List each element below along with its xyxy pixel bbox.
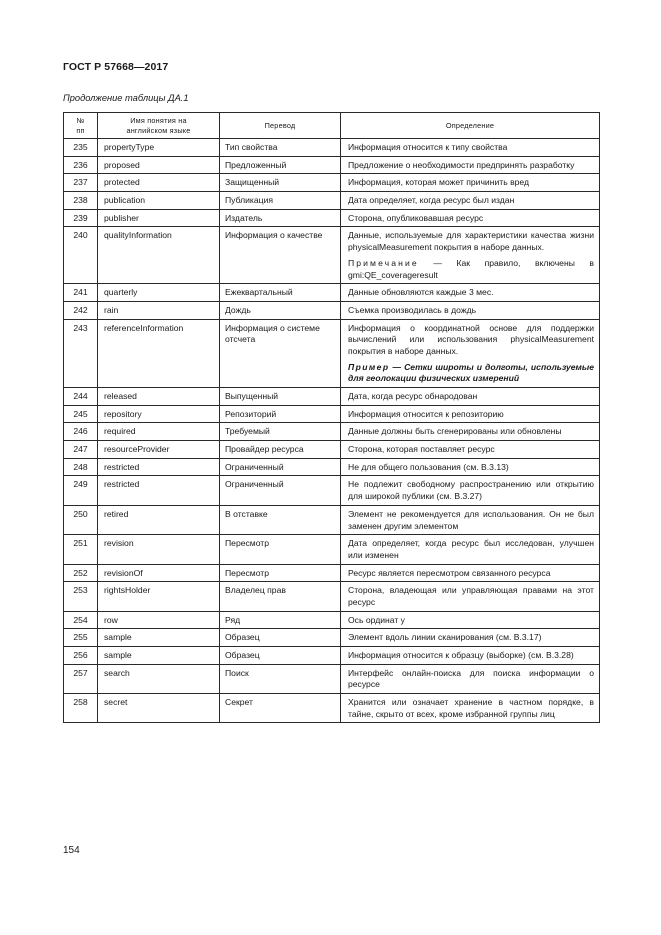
row-number: 254 [64, 611, 98, 629]
row-number: 246 [64, 423, 98, 441]
term-definition [341, 192, 600, 210]
term-definition [341, 423, 600, 441]
table-row [64, 694, 600, 723]
definition-text: Дата определяет, когда ресурс был издан [348, 195, 515, 206]
table-row [64, 174, 600, 192]
table-row [64, 209, 600, 227]
term-english: resourceProvider [98, 441, 220, 459]
table-row [64, 476, 600, 505]
term-english: protected [98, 174, 220, 192]
definition-text: Дата, когда ресурс обнародован [348, 391, 478, 401]
table-row [64, 564, 600, 582]
row-number: 256 [64, 647, 98, 665]
table-row [64, 156, 600, 174]
table-row [64, 505, 600, 534]
term-definition [341, 647, 600, 665]
row-number: 245 [64, 405, 98, 423]
table-row [64, 192, 600, 210]
term-translation: Ряд [220, 611, 341, 629]
term-definition [341, 139, 600, 157]
table-row [64, 582, 600, 611]
definition-text: Предложение о необходимости предпринять разработку [348, 159, 575, 170]
definition-text: Информация относится к типу свойства [348, 142, 508, 152]
term-translation: Дождь [220, 301, 341, 319]
table-row [64, 629, 600, 647]
term-english: quarterly [98, 284, 220, 302]
term-english: revision [98, 535, 220, 564]
table-row [64, 441, 600, 459]
row-number: 247 [64, 441, 98, 459]
definition-text: Не подлежит свободному распространению или открытию для широкой публики (см. В.3.27) [348, 479, 594, 502]
column-header-definition: Определение [341, 113, 600, 139]
row-number: 237 [64, 174, 98, 192]
table-row [64, 664, 600, 693]
row-number: 258 [64, 694, 98, 723]
term-definition [341, 505, 600, 534]
row-number: 249 [64, 476, 98, 505]
term-translation: Пересмотр [220, 535, 341, 564]
term-definition [341, 284, 600, 302]
table-body [64, 139, 600, 723]
row-number: 250 [64, 505, 98, 534]
table-row [64, 423, 600, 441]
definition-text: Не для общего пользования (см. В.3.13) [348, 461, 509, 472]
standard-designation: ГОСТ Р 57668—2017 [63, 61, 169, 73]
term-translation: Информация о системе отсчета [220, 319, 341, 387]
row-number: 235 [64, 139, 98, 157]
row-number: 241 [64, 284, 98, 302]
term-english: restricted [98, 458, 220, 476]
row-number: 239 [64, 209, 98, 227]
term-english: propertyType [98, 139, 220, 157]
definition-text: Интерфейс онлайн-поиска для поиска информации о ресурсе [348, 667, 594, 690]
row-number: 248 [64, 458, 98, 476]
row-number: 238 [64, 192, 98, 210]
row-number: 251 [64, 535, 98, 564]
term-definition [341, 405, 600, 423]
term-translation: Образец [220, 647, 341, 665]
term-definition [341, 227, 600, 284]
term-english: retired [98, 505, 220, 534]
column-header-term: Имя понятия на английском языке [98, 113, 220, 139]
term-translation: Выпущенный [220, 388, 341, 406]
table-row [64, 227, 600, 284]
table-row [64, 405, 600, 423]
table-row [64, 388, 600, 406]
row-number: 240 [64, 227, 98, 284]
term-translation: Издатель [220, 209, 341, 227]
row-number: 243 [64, 319, 98, 387]
definition-text: Данные должны быть сгенерированы или обновлены [348, 426, 562, 437]
term-translation: Защищенный [220, 174, 341, 192]
term-definition [341, 319, 600, 387]
definition-text: Информация о координатной основе для поддержки вычислений или использования physicalMeasurement покрытия в наборе данных. [348, 322, 594, 356]
term-definition [341, 582, 600, 611]
definition-text: Данные, используемые для характеристики качества жизни physicalMeasurement покрытия в наборе данных. [348, 230, 594, 253]
table-continuation-caption: Продолжение таблицы ДА.1 [63, 93, 189, 103]
column-header-number: № пп [64, 113, 98, 139]
term-definition [341, 694, 600, 723]
definition-text: Элемент вдоль линии сканирования (см. В.3.17) [348, 632, 542, 643]
term-english: released [98, 388, 220, 406]
definition-text: Данные обновляются каждые 3 мес. [348, 287, 494, 298]
definition-text: Сторона, опубликовавшая ресурс [348, 212, 484, 223]
term-english: row [98, 611, 220, 629]
definition-text: Съемка производилась в дождь [348, 304, 477, 315]
definition-text: Элемент не рекомендуется для использования. Он не был заменен другим элементом [348, 508, 594, 531]
term-translation: Ограниченный [220, 458, 341, 476]
row-number: 236 [64, 156, 98, 174]
term-english: sample [98, 629, 220, 647]
term-translation: Тип свойства [220, 139, 341, 157]
row-number: 242 [64, 301, 98, 319]
definition-note: Примечание — Как правило, включены в gmi:QE_coverageresult [348, 257, 594, 280]
term-english: publication [98, 192, 220, 210]
term-translation: Пересмотр [220, 564, 341, 582]
term-english: referenceInformation [98, 319, 220, 387]
table-header-row [64, 113, 600, 139]
term-translation: Публикация [220, 192, 341, 210]
term-translation: Информация о качестве [220, 227, 341, 284]
term-translation: Предложенный [220, 156, 341, 174]
term-definition [341, 156, 600, 174]
term-english: search [98, 664, 220, 693]
table-row [64, 301, 600, 319]
term-translation: Владелец прав [220, 582, 341, 611]
row-number: 255 [64, 629, 98, 647]
term-definition [341, 388, 600, 406]
definition-text: Информация относится к образцу (выборке) (см. В.3.28) [348, 650, 574, 660]
term-translation: Образец [220, 629, 341, 647]
term-english: publisher [98, 209, 220, 227]
term-definition [341, 441, 600, 459]
definition-text: Ресурс является пересмотром связанного ресурса [348, 567, 551, 578]
term-definition [341, 611, 600, 629]
row-number: 244 [64, 388, 98, 406]
term-definition [341, 458, 600, 476]
table-row [64, 611, 600, 629]
term-english: qualityInformation [98, 227, 220, 284]
column-header-translation: Перевод [220, 113, 341, 139]
term-translation: Требуемый [220, 423, 341, 441]
table-row [64, 284, 600, 302]
row-number: 252 [64, 564, 98, 582]
table-row [64, 319, 600, 387]
table-row [64, 647, 600, 665]
term-definition [341, 564, 600, 582]
definition-text: Хранится или означает хранение в частном порядке, в тайне, скрыто от всех, кроме избранной группы лиц [348, 697, 594, 719]
definition-text: Информация относится к репозиторию [348, 408, 504, 419]
term-translation: Репозиторий [220, 405, 341, 423]
definition-text: Сторона, владеющая или управляющая правами на этот ресурс [348, 585, 594, 607]
row-number: 257 [64, 664, 98, 693]
term-definition [341, 535, 600, 564]
term-english: restricted [98, 476, 220, 505]
term-translation: Поиск [220, 664, 341, 693]
term-english: sample [98, 647, 220, 665]
definition-example: Пример — Сетки широты и долготы, используемые для геолокации физических измерений [348, 361, 594, 384]
term-definition [341, 629, 600, 647]
term-english: rain [98, 301, 220, 319]
term-english: rightsHolder [98, 582, 220, 611]
glossary-table [63, 112, 600, 723]
term-definition [341, 209, 600, 227]
page-number: 154 [63, 845, 80, 856]
definition-text: Ось ординат y [348, 614, 405, 625]
row-number: 253 [64, 582, 98, 611]
term-translation: В отставке [220, 505, 341, 534]
table-row [64, 458, 600, 476]
definition-text: Информация, которая может причинить вред [348, 177, 530, 188]
term-english: required [98, 423, 220, 441]
term-translation: Ограниченный [220, 476, 341, 505]
definition-text: Дата определяет, когда ресурс был исследован, улучшен или изменен [348, 538, 594, 560]
term-english: proposed [98, 156, 220, 174]
term-definition [341, 476, 600, 505]
term-definition [341, 301, 600, 319]
term-translation: Секрет [220, 694, 341, 723]
term-definition [341, 664, 600, 693]
definition-text: Сторона, которая поставляет ресурс [348, 444, 495, 455]
term-definition [341, 174, 600, 192]
term-english: revisionOf [98, 564, 220, 582]
term-english: repository [98, 405, 220, 423]
term-english: secret [98, 694, 220, 723]
term-translation: Провайдер ресурса [220, 441, 341, 459]
table-row [64, 139, 600, 157]
term-translation: Ежеквартальный [220, 284, 341, 302]
table-row [64, 535, 600, 564]
